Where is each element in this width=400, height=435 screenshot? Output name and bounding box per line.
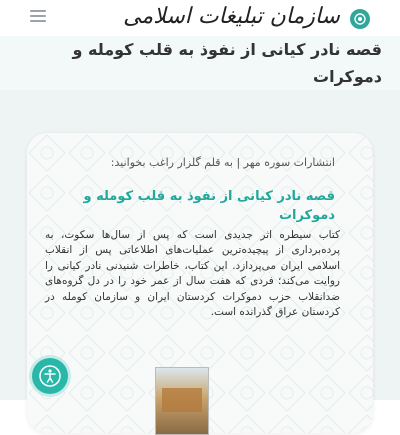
article-header [0, 36, 400, 90]
top-bar [0, 0, 400, 37]
accessibility-icon [39, 365, 61, 387]
emblem-icon[interactable] [350, 9, 370, 29]
book-cover-image [155, 367, 209, 435]
content-area [0, 90, 400, 400]
site-logo-text[interactable]: سازمان تبلیغات اسلامی [123, 4, 340, 29]
article-meta: انتشارات سوره مهر | به قلم گلزار راغب بخوانید: [110, 156, 335, 169]
page-title: قصه نادر کیانی از نفوذ به قلب کومله و دموکرات [72, 40, 382, 86]
hamburger-icon[interactable] [30, 10, 46, 24]
article-card [27, 133, 373, 433]
article-subtitle: قصه نادر کیانی از نفوذ به قلب کومله و دموکرات [83, 189, 335, 223]
article-body: کتاب سیطره اثر جدیدی است که پس از سال‌ها سکوت، به پرده‌برداری از پیچیده‌ترین عملیات‌های اطلاعاتی پس از انقلاب اسلامی ایران می‌پردازد. این کتاب، خاطرات شنیدنی نادر کیانی را روایت می‌کند؛ فردی که هفت سال از عمر خود را در دل گروه‌های ضدانقلاب حزب دموکرات کردستان ایران و سازمان کومله در کردستان عراق گذرانده است. [45, 229, 340, 319]
accessibility-button[interactable] [32, 358, 68, 394]
